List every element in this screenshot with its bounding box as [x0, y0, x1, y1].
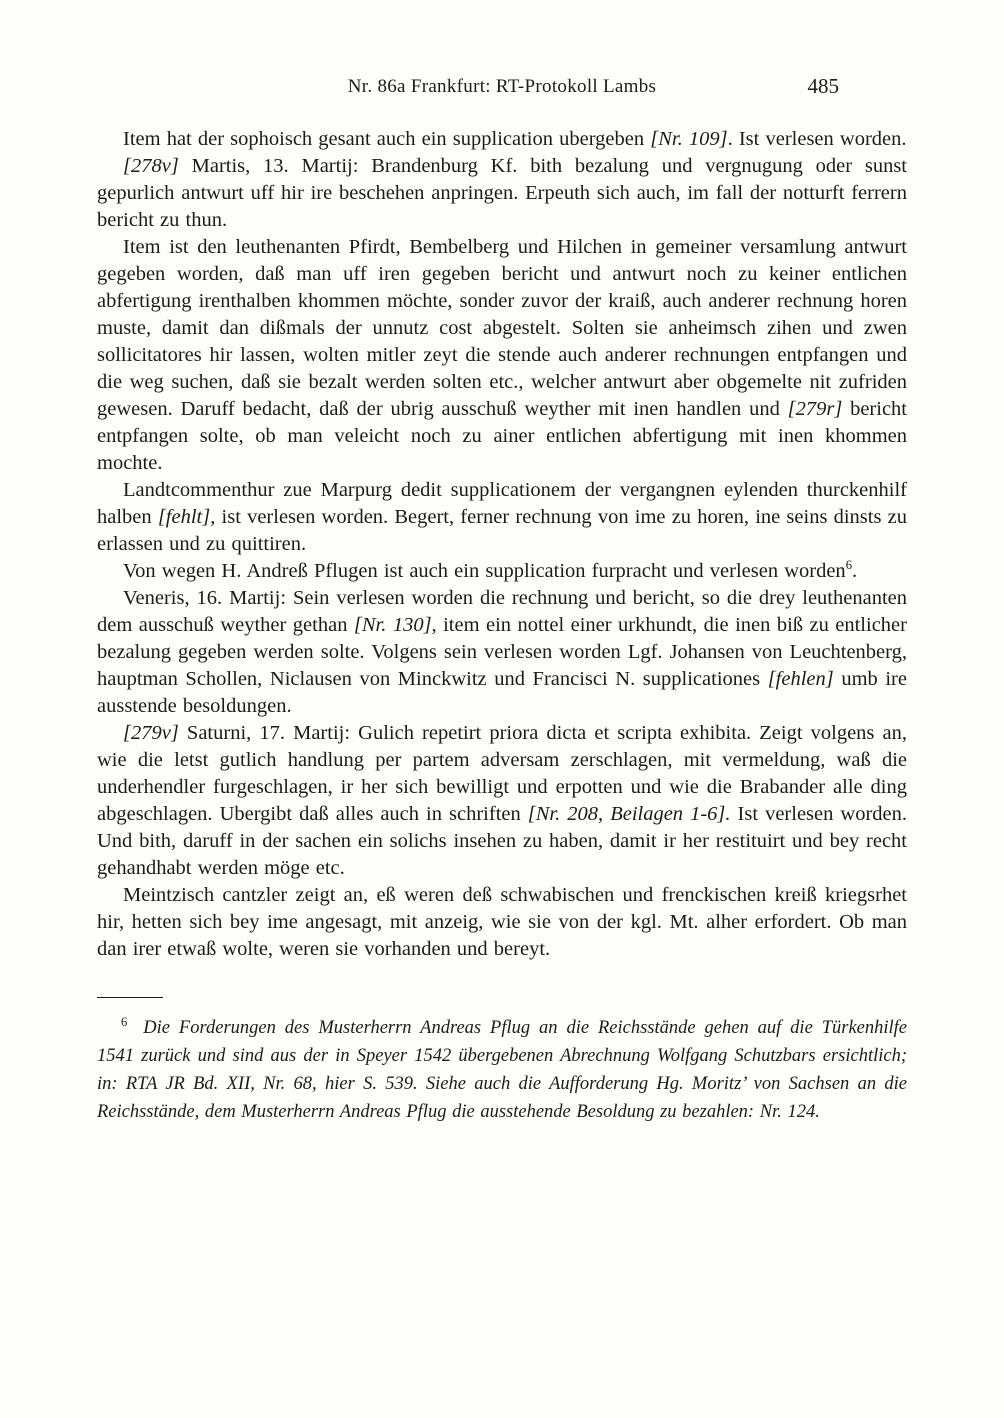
footnote-text: [97, 1014, 907, 1126]
text-run: umb ire ausstende besoldungen.: [97, 668, 907, 717]
page-header: [97, 76, 907, 104]
text-run: .: [852, 560, 858, 582]
italic-run: [fehlt],: [157, 506, 216, 528]
footnote-separator: [97, 997, 163, 998]
text-run: Item hat der sophoisch gesant auch ein supplication ubergeben: [123, 128, 651, 150]
running-title: Nr. 86a Frankfurt: RT-Protokoll Lambs: [347, 76, 657, 97]
body-text: [97, 126, 907, 963]
italic-run: [Nr. 130]: [353, 614, 432, 636]
text-run: Martis, 13. Martij: Brandenburg Kf. bith bezalung und vergnugung oder sunst gepurlich antwurt uff hir ire beschehen anpringen. Erpeuth sich auch, im fall der notturft ferrern bericht zu thun.: [97, 155, 907, 231]
text-run: . Ist verlesen worden.: [727, 128, 907, 150]
text-run: Saturni, 17. Martij: Gulich repetirt priora dicta et scripta exhibita. Zeigt volgens an, wie die letst gutlich handlung per partem adversam zerschlagen, mit vermeldung, waß die underhendler furgeschlagen, ir her sich bewilligt und erpotten und wie die Brabander alle ding abgeschlagen. Ubergibt daß alles auch in schriften: [97, 722, 907, 825]
paragraph: [97, 558, 907, 585]
text-run: , item ein nottel einer urkhundt, die inen biß zu entlicher bezalung gegeben werden solte. Volgens sein verlesen worden Lgf. Johansen von Leuchtenberg, hauptman Schollen, Niclausen von Minckwitz und Francisci N. supplicationes: [97, 614, 907, 690]
text-run: Von wegen H. Andreß Pflugen ist auch ein supplication furpracht und verlesen worden: [123, 560, 846, 582]
italic-run: [fehlen]: [767, 668, 834, 690]
text-run: Item ist den leuthenanten Pfirdt, Bembelberg und Hilchen in gemeiner versamlung antwurt gegeben worden, daß man uff iren gegeben bericht und antwurt noch zu keiner entlichen abfertigung irenthalben khommen möchte, sonder zuvor der kraiß, auch anderer rechnung horen muste, damit dan dißmals der unnutz cost abgestelt. Solten sie anheimsch zihen und zwen sollicitatores hir lassen, wolten mitler zeyt die stende auch anderer rechnungen entpfangen und die weg suchen, daß sie bezalt werden solten etc., welcher antwurt aber obgemelte nit zufriden gewesen. Daruff bedacht, daß der ubrig ausschuß weyther mit inen handlen und: [97, 236, 907, 420]
italic-run: [278v]: [123, 155, 179, 177]
paragraph: [97, 882, 907, 963]
italic-run: [279v]: [123, 722, 179, 744]
italic-run: [279r]: [787, 398, 843, 420]
text-run: Meintzisch cantzler zeigt an, eß weren deß schwabischen und frenckischen kreiß kriegsrhet hir, hetten sich bey ime angesagt, mit anzeig, wie sie von der kgl. Mt. alher erfordert. Ob man dan irer etwaß wolte, weren sie vorhanden und bereyt.: [97, 884, 907, 960]
footnote-reference: 6: [845, 558, 853, 573]
text-run: Veneris, 16. Martij: Sein verlesen worden die rechnung und bericht, so die drey leuthenanten dem ausschuß weyther gethan: [97, 587, 907, 636]
italic-run: [Nr. 208, Beilagen 1-6].: [527, 803, 731, 825]
text-run: Ist verlesen worden. Und bith, daruff in der sachen ein solichs insehen zu haben, damit ir her restituirt und bey recht gehandhabt werden möge etc.: [97, 803, 908, 879]
text-run: bericht entpfangen solte, ob man veleicht noch zu ainer entlichen abfertigung mit inen khommen mochte.: [97, 398, 907, 474]
paragraph: [97, 126, 907, 153]
text-run: Landtcommenthur zue Marpurg dedit supplicationem der vergangnen eylenden thurckenhilf halben: [97, 479, 907, 528]
italic-run: Die Forderungen des Musterherrn Andreas Pflug an die Reichsstände gehen auf die Türkenhilfe 1541 zurück und sind aus der in Speyer 1542 übergebenen Abrechnung Wolfgang Schutzbars ersichtlich; in: RTA JR Bd. XII, Nr. 68, hier S. 539. Siehe auch die Aufforderung Hg. Moritz’ von Sachsen an die Reichsstände, dem Musterherrn Andreas Pflug die ausstehende Besoldung zu bezahlen: Nr. 124.: [97, 1018, 907, 1122]
paragraph: [97, 153, 907, 234]
text-run: ist verlesen worden. Begert, ferner rechnung von ime zu horen, ine seins dinsts zu erlassen und zu quittiren.: [97, 506, 907, 555]
paragraph: [97, 585, 907, 720]
footnote: [97, 1014, 907, 1126]
paragraph: [97, 720, 907, 882]
italic-run: [Nr. 109]: [650, 128, 728, 150]
footnote-marker: 6: [121, 1014, 128, 1029]
paragraph: [97, 234, 907, 477]
paragraph: [97, 477, 907, 558]
page-number: 485: [807, 74, 839, 98]
